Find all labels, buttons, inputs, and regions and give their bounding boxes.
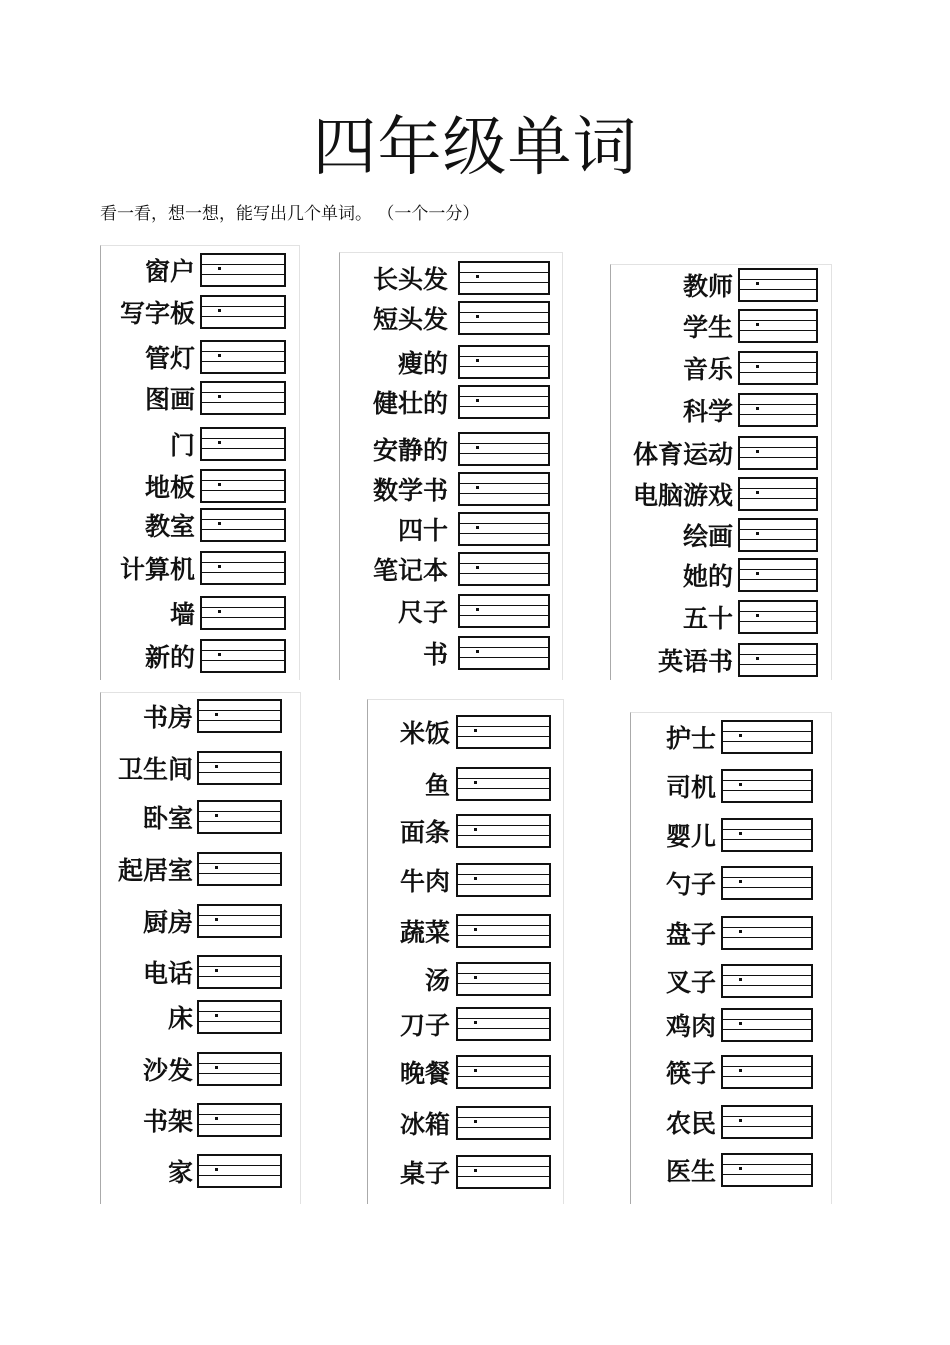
chinese-word-label: 医生 (665, 1157, 716, 1186)
chinese-word-label: 电脑游戏 (632, 481, 733, 510)
chinese-word-label: 窗户 (144, 257, 195, 286)
writing-lines-answer-box[interactable] (200, 381, 286, 415)
writing-lines-answer-box[interactable] (738, 309, 818, 343)
chinese-word-label: 米饭 (399, 719, 450, 748)
chinese-word-label: 门 (169, 431, 195, 460)
chinese-word-label: 教室 (144, 512, 195, 541)
chinese-word-label: 计算机 (119, 555, 195, 584)
writing-lines-answer-box[interactable] (456, 715, 551, 749)
writing-lines-answer-box[interactable] (721, 1153, 813, 1187)
writing-lines-answer-box[interactable] (197, 699, 282, 733)
chinese-word-label: 四十 (397, 516, 448, 545)
chinese-word-label: 笔记本 (372, 556, 448, 585)
chinese-word-label: 司机 (665, 773, 716, 802)
writing-lines-answer-box[interactable] (200, 340, 286, 374)
writing-lines-answer-box[interactable] (458, 345, 550, 379)
writing-lines-answer-box[interactable] (738, 477, 818, 511)
writing-lines-answer-box[interactable] (738, 351, 818, 385)
writing-lines-answer-box[interactable] (197, 955, 282, 989)
writing-lines-answer-box[interactable] (458, 552, 550, 586)
chinese-word-label: 晚餐 (399, 1059, 450, 1088)
chinese-word-label: 书房 (142, 703, 193, 732)
writing-lines-answer-box[interactable] (721, 1055, 813, 1089)
writing-lines-answer-box[interactable] (200, 469, 286, 503)
page-title: 四年级单词 (312, 111, 638, 185)
writing-lines-answer-box[interactable] (721, 720, 813, 754)
chinese-word-label: 汤 (424, 966, 450, 995)
writing-lines-answer-box[interactable] (721, 916, 813, 950)
chinese-word-label: 桌子 (399, 1159, 450, 1188)
writing-lines-answer-box[interactable] (456, 814, 551, 848)
writing-lines-answer-box[interactable] (197, 1103, 282, 1137)
chinese-word-label: 家 (167, 1158, 193, 1187)
writing-lines-answer-box[interactable] (721, 769, 813, 803)
chinese-word-label: 英语书 (657, 647, 733, 676)
chinese-word-label: 冰箱 (399, 1110, 450, 1139)
chinese-word-label: 教师 (682, 272, 733, 301)
chinese-word-label: 体育运动 (632, 440, 733, 469)
chinese-word-label: 床 (167, 1004, 193, 1033)
writing-lines-answer-box[interactable] (456, 1007, 551, 1041)
writing-lines-answer-box[interactable] (197, 1052, 282, 1086)
writing-lines-answer-box[interactable] (738, 600, 818, 634)
chinese-word-label: 绘画 (682, 522, 733, 551)
chinese-word-label: 写字板 (119, 299, 195, 328)
writing-lines-answer-box[interactable] (721, 818, 813, 852)
writing-lines-answer-box[interactable] (458, 636, 550, 670)
chinese-word-label: 面条 (399, 818, 450, 847)
chinese-word-label: 新的 (144, 643, 195, 672)
writing-lines-answer-box[interactable] (197, 852, 282, 886)
chinese-word-label: 卧室 (142, 804, 193, 833)
writing-lines-answer-box[interactable] (456, 962, 551, 996)
chinese-word-label: 农民 (665, 1109, 716, 1138)
writing-lines-answer-box[interactable] (458, 301, 550, 335)
chinese-word-label: 学生 (682, 313, 733, 342)
chinese-word-label: 长头发 (372, 265, 448, 294)
chinese-word-label: 管灯 (144, 344, 195, 373)
chinese-word-label: 书架 (142, 1107, 193, 1136)
writing-lines-answer-box[interactable] (738, 518, 818, 552)
chinese-word-label: 鱼 (424, 771, 450, 800)
chinese-word-label: 尺子 (397, 598, 448, 627)
chinese-word-label: 书 (422, 640, 448, 669)
writing-lines-answer-box[interactable] (200, 551, 286, 585)
writing-lines-answer-box[interactable] (456, 767, 551, 801)
chinese-word-label: 卫生间 (117, 755, 193, 784)
chinese-word-label: 图画 (144, 385, 195, 414)
writing-lines-answer-box[interactable] (458, 472, 550, 506)
writing-lines-answer-box[interactable] (458, 261, 550, 295)
writing-lines-answer-box[interactable] (197, 1000, 282, 1034)
writing-lines-answer-box[interactable] (458, 594, 550, 628)
writing-lines-answer-box[interactable] (721, 1105, 813, 1139)
writing-lines-answer-box[interactable] (458, 512, 550, 546)
writing-lines-answer-box[interactable] (197, 800, 282, 834)
chinese-word-label: 数学书 (372, 476, 448, 505)
chinese-word-label: 起居室 (117, 856, 193, 885)
chinese-word-label: 鸡肉 (665, 1012, 716, 1041)
chinese-word-label: 勺子 (665, 870, 716, 899)
chinese-word-label: 婴儿 (665, 822, 716, 851)
writing-lines-answer-box[interactable] (200, 253, 286, 287)
chinese-word-label: 五十 (682, 604, 733, 633)
chinese-word-label: 沙发 (142, 1056, 193, 1085)
writing-lines-answer-box[interactable] (738, 436, 818, 470)
writing-lines-answer-box[interactable] (456, 1055, 551, 1089)
writing-lines-answer-box[interactable] (721, 964, 813, 998)
writing-lines-answer-box[interactable] (200, 295, 286, 329)
writing-lines-answer-box[interactable] (721, 1008, 813, 1042)
writing-lines-answer-box[interactable] (458, 385, 550, 419)
writing-lines-answer-box[interactable] (200, 508, 286, 542)
chinese-word-label: 蔬菜 (399, 918, 450, 947)
chinese-word-label: 科学 (682, 397, 733, 426)
writing-lines-answer-box[interactable] (197, 1154, 282, 1188)
chinese-word-label: 盘子 (665, 920, 716, 949)
writing-lines-answer-box[interactable] (738, 393, 818, 427)
chinese-word-label: 叉子 (665, 968, 716, 997)
writing-lines-answer-box[interactable] (456, 863, 551, 897)
chinese-word-label: 健壮的 (372, 389, 448, 418)
writing-lines-answer-box[interactable] (200, 427, 286, 461)
chinese-word-label: 筷子 (665, 1059, 716, 1088)
writing-lines-answer-box[interactable] (738, 558, 818, 592)
writing-lines-answer-box[interactable] (738, 643, 818, 677)
instruction-text: 看一看，想一想，能写出几个单词。 （一个一分） (100, 204, 480, 224)
chinese-word-label: 厨房 (142, 908, 193, 937)
chinese-word-label: 音乐 (682, 355, 733, 384)
chinese-word-label: 瘦的 (397, 349, 448, 378)
chinese-word-label: 安静的 (372, 436, 448, 465)
chinese-word-label: 地板 (144, 473, 195, 502)
writing-lines-answer-box[interactable] (456, 1155, 551, 1189)
writing-lines-answer-box[interactable] (721, 866, 813, 900)
writing-lines-answer-box[interactable] (738, 268, 818, 302)
chinese-word-label: 她的 (682, 562, 733, 591)
writing-lines-answer-box[interactable] (458, 432, 550, 466)
writing-lines-answer-box[interactable] (197, 904, 282, 938)
writing-lines-answer-box[interactable] (456, 914, 551, 948)
writing-lines-answer-box[interactable] (456, 1106, 551, 1140)
chinese-word-label: 刀子 (399, 1011, 450, 1040)
chinese-word-label: 电话 (142, 959, 193, 988)
chinese-word-label: 墙 (169, 600, 195, 629)
writing-lines-answer-box[interactable] (200, 639, 286, 673)
writing-lines-answer-box[interactable] (197, 751, 282, 785)
writing-lines-answer-box[interactable] (200, 596, 286, 630)
chinese-word-label: 护士 (665, 724, 716, 753)
chinese-word-label: 牛肉 (399, 867, 450, 896)
chinese-word-label: 短头发 (372, 305, 448, 334)
